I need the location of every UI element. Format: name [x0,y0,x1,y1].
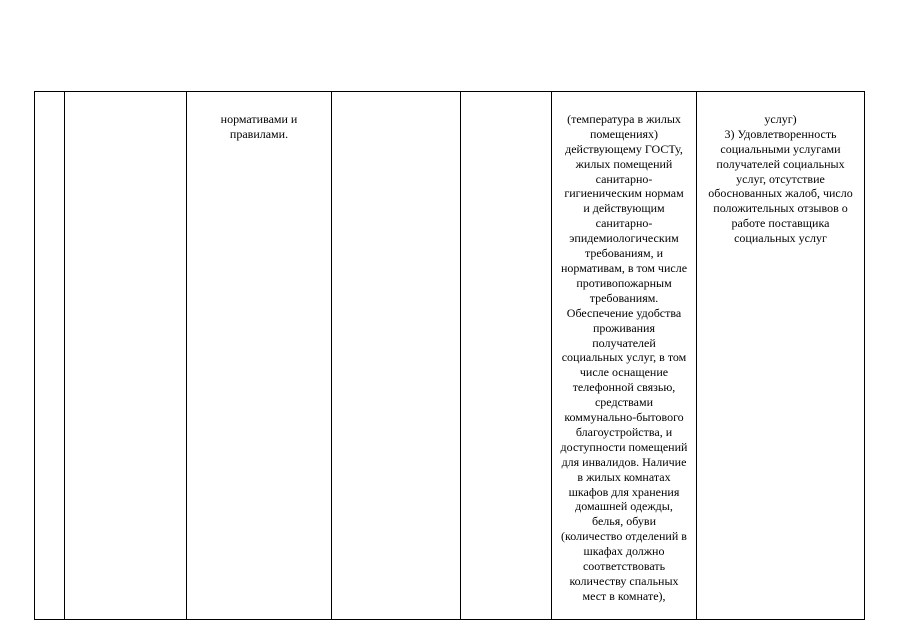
cell-evaluation-conditions-text: услуг) 3) Удовлетворенность социальными услугами получателей социальных услуг, отсутствие обоснованных жалоб, число положительных отзывов о работе поставщика социальных услуг [708,111,853,246]
cell-service-timing [332,92,461,620]
cell-service-description-text: нормативами и правилами. [220,111,298,141]
table-row [35,92,865,620]
cell-quality-indicators-text: (температура в жилых помещениях) действующему ГОСТу, жилых помещений санитарно- гигиеническим нормам и действующим санитарно- эпидемиологическим требованиям, и нормативам, в том числе противопожарным требованиям. Обеспечение удобства проживания получателей социальных услуг, в том числе оснащение телефонной связью, средствами коммунально-бытового благоустройства, и доступности помещений для инвалидов. Наличие в жилых комнатах шкафов для хранения домашней одежды, белья, обуви (количество отделений в шкафах должно соответствовать количеству спальных мест в комнате), [560,111,688,603]
cell-service-name [65,92,187,620]
cell-quality-indicators [552,92,697,620]
cell-evaluation-conditions [697,92,865,620]
cell-number [35,92,65,620]
services-table [34,91,865,620]
cell-service-description [187,92,332,620]
cell-service-cost [461,92,552,620]
